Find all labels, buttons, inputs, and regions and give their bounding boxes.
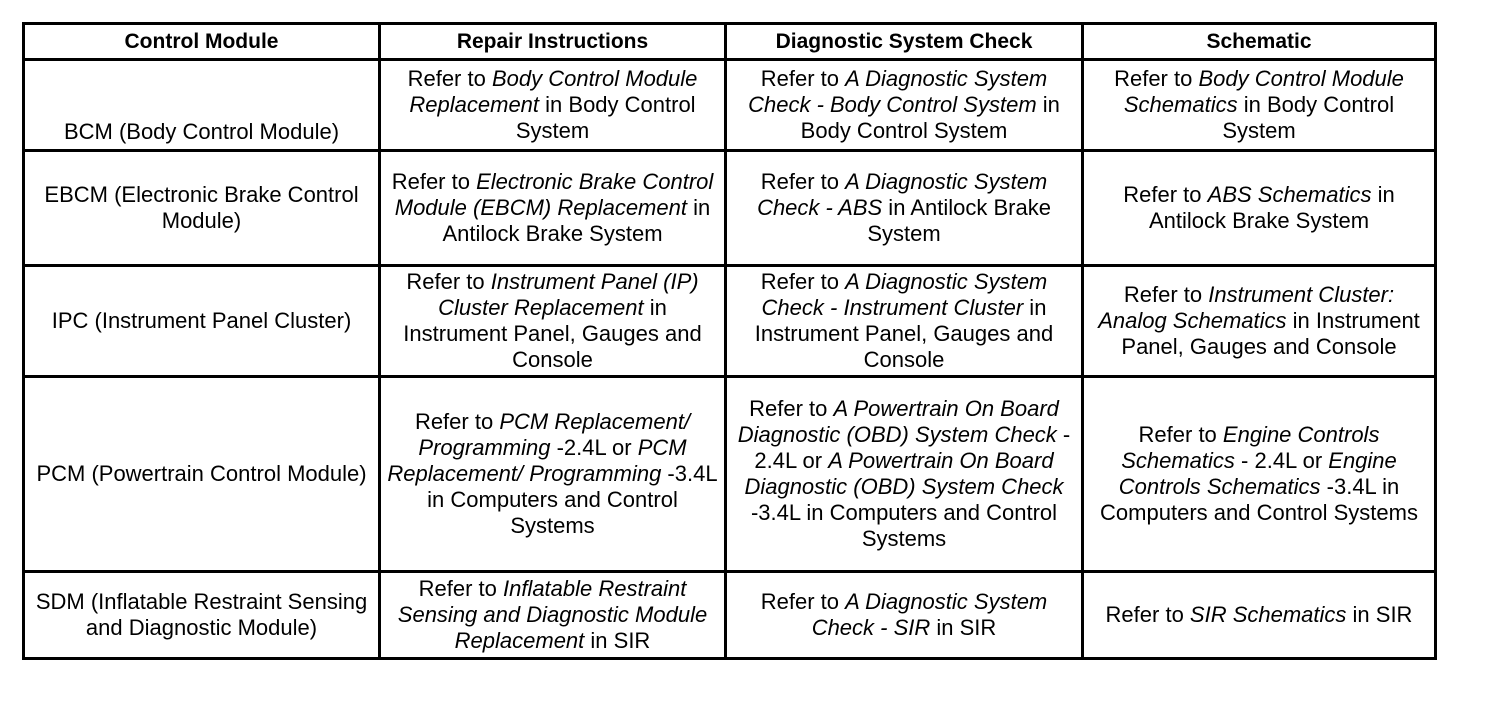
reference-text: Refer to <box>1123 182 1208 207</box>
reference-text: Refer to <box>760 169 846 194</box>
header-row <box>24 24 1436 60</box>
reference-title: ABS Schematics <box>1207 182 1372 207</box>
reference-text: Refer to <box>407 66 492 91</box>
reference-text: in SIR <box>1346 602 1413 627</box>
reference-text: -2.4L or <box>550 435 638 460</box>
repair-cell <box>380 151 726 266</box>
reference-title: Inflatable Restraint Sensing and Diagnostic Module Replacement <box>397 576 708 653</box>
diagnostic-cell <box>726 151 1083 266</box>
reference-text: Refer to <box>1105 602 1190 627</box>
reference-title: Electronic Brake Control Module (EBCM) Replacement <box>394 169 714 220</box>
diagnostic-cell <box>726 377 1083 572</box>
reference-text: Refer to <box>406 269 491 294</box>
reference-title: A Powertrain On Board Diagnostic (OBD) System Check <box>737 396 1059 447</box>
reference-title: Engine Controls Schematics <box>1121 422 1380 473</box>
module-cell: EBCM (Electronic Brake Control Module) <box>24 151 380 266</box>
reference-text: in Antilock Brake System <box>1148 182 1395 233</box>
repair-cell <box>380 60 726 151</box>
reference-text: in Body Control System <box>515 92 696 143</box>
reference-text: -3.4L in Computers and Control Systems <box>427 461 718 538</box>
reference-title: Instrument Cluster: Analog Schematics <box>1098 282 1395 333</box>
module-cell: SDM (Inflatable Restraint Sensing and Diagnostic Module) <box>24 572 380 659</box>
diagnostic-cell <box>726 60 1083 151</box>
reference-table <box>22 22 1437 660</box>
reference-title: Body Control Module Schematics <box>1123 66 1404 117</box>
reference-text: -3.4L in Computers and Control Systems <box>750 500 1058 551</box>
reference-text: Refer to <box>760 66 846 91</box>
reference-text: Refer to <box>414 409 500 434</box>
header-schematic: Schematic <box>1083 24 1436 60</box>
module-cell: PCM (Powertrain Control Module) <box>24 377 380 572</box>
reference-title: PCM Replacement/ Programming <box>418 409 691 460</box>
table-row <box>24 60 1436 151</box>
table-row <box>24 266 1436 377</box>
reference-text: in Antilock Brake System <box>442 195 711 246</box>
reference-title: A Diagnostic System Check - SIR <box>811 589 1048 640</box>
diagnostic-cell <box>726 266 1083 377</box>
reference-title: A Diagnostic System Check - Instrument Cluster <box>761 269 1048 320</box>
reference-title: Instrument Panel (IP) Cluster Replacement <box>438 269 699 320</box>
repair-cell <box>380 572 726 659</box>
reference-text: - 2.4L or <box>754 422 1071 473</box>
schematic-cell <box>1083 266 1436 377</box>
header-control-module: Control Module <box>24 24 380 60</box>
table-row <box>24 572 1436 659</box>
reference-text: Refer to <box>1123 282 1209 307</box>
reference-title: SIR Schematics <box>1189 602 1347 627</box>
reference-text: in SIR <box>930 615 997 640</box>
reference-title: A Diagnostic System Check - Body Control System <box>748 66 1048 117</box>
reference-text: in SIR <box>584 628 651 653</box>
reference-text: in Body Control System <box>800 92 1060 143</box>
reference-text: -3.4L in Computers and Control Systems <box>1100 474 1418 525</box>
schematic-cell <box>1083 572 1436 659</box>
reference-text: Refer to <box>1138 422 1223 447</box>
diagnostic-cell <box>726 572 1083 659</box>
table-row <box>24 151 1436 266</box>
reference-text: Refer to <box>760 589 846 614</box>
module-cell: BCM (Body Control Module) <box>24 60 380 151</box>
module-cell: IPC (Instrument Panel Cluster) <box>24 266 380 377</box>
reference-text: Refer to <box>391 169 477 194</box>
schematic-cell <box>1083 60 1436 151</box>
reference-text: in Body Control System <box>1222 92 1395 143</box>
reference-text: in Antilock Brake System <box>867 195 1051 246</box>
reference-text: in Instrument Panel, Gauges and Console <box>1121 308 1420 359</box>
schematic-cell <box>1083 151 1436 266</box>
reference-title: Engine Controls Schematics <box>1118 448 1397 499</box>
reference-text: in Instrument Panel, Gauges and Console <box>403 295 702 372</box>
header-repair-instructions: Repair Instructions <box>380 24 726 60</box>
reference-text: Refer to <box>418 576 503 601</box>
reference-title: A Powertrain On Board Diagnostic (OBD) System Check <box>744 448 1064 499</box>
reference-text: in Instrument Panel, Gauges and Console <box>754 295 1054 372</box>
header-diagnostic-system-check: Diagnostic System Check <box>726 24 1083 60</box>
repair-cell <box>380 377 726 572</box>
reference-text: Refer to <box>1114 66 1199 91</box>
reference-title: PCM Replacement/ Programming <box>387 435 687 486</box>
reference-title: A Diagnostic System Check - ABS <box>757 169 1048 220</box>
repair-cell <box>380 266 726 377</box>
reference-text: Refer to <box>749 396 834 421</box>
schematic-cell <box>1083 377 1436 572</box>
reference-text: Refer to <box>760 269 846 294</box>
reference-text: - 2.4L or <box>1234 448 1329 473</box>
table-row <box>24 377 1436 572</box>
reference-title: Body Control Module Replacement <box>409 66 698 117</box>
